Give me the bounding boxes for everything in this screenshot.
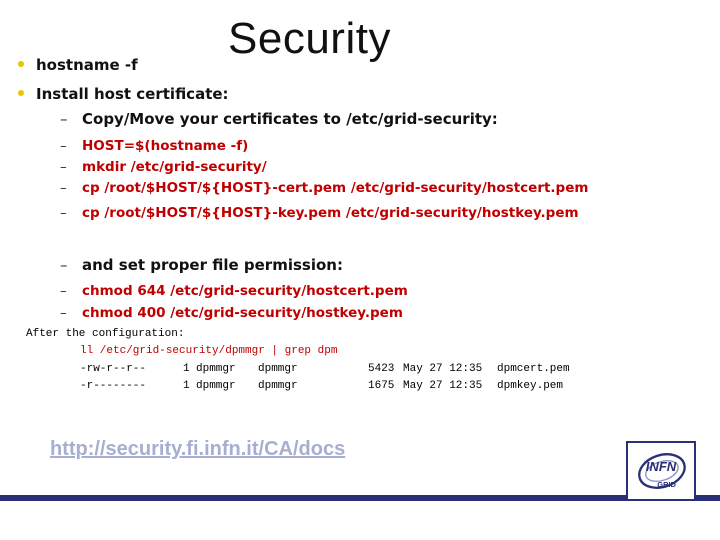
infn-grid-logo-icon bbox=[628, 443, 694, 499]
ls-filename: dpmcert.pem bbox=[497, 363, 570, 375]
ls-links: 1 bbox=[183, 380, 190, 392]
footer-bar bbox=[0, 495, 720, 501]
ls-command: ll /etc/grid-security/dpmmgr | grep dpm bbox=[80, 345, 338, 357]
ls-size: 5423 bbox=[368, 363, 395, 375]
ls-group: dpmmgr bbox=[258, 363, 298, 375]
ls-links: 1 bbox=[183, 363, 190, 375]
ls-perms: -rw-r--r-- bbox=[80, 363, 147, 375]
ls-owner: dpmmgr bbox=[196, 380, 236, 392]
ca-docs-link[interactable]: http://security.fi.infn.it/CA/docs bbox=[50, 438, 346, 460]
svg-text:GRID: GRID bbox=[657, 479, 676, 489]
bullet-install-cert: Install host certificate: bbox=[18, 85, 229, 103]
command-line: – cp /root/$HOST/${HOST}-cert.pem /etc/grid-security/hostcert.pem bbox=[60, 180, 589, 196]
sub-heading-permission: – and set proper file permission: bbox=[60, 256, 343, 274]
ls-group: dpmmgr bbox=[258, 380, 298, 392]
ls-size: 1675 bbox=[368, 380, 395, 392]
ls-date: May 27 12:35 bbox=[403, 380, 483, 392]
command-line: – chmod 644 /etc/grid-security/hostcert.pem bbox=[60, 283, 408, 299]
command-line: – HOST=$(hostname -f) bbox=[60, 138, 249, 154]
infn-grid-logo bbox=[626, 441, 696, 501]
ls-owner: dpmmgr bbox=[196, 363, 236, 375]
ls-date: May 27 12:35 bbox=[403, 363, 483, 375]
ls-filename: dpmkey.pem bbox=[497, 380, 564, 392]
command-line: – mkdir /etc/grid-security/ bbox=[60, 159, 267, 175]
sub-heading-copy: – Copy/Move your certificates to /etc/grid-security: bbox=[60, 110, 498, 128]
svg-text:INFN: INFN bbox=[645, 459, 677, 474]
ls-perms: -r-------- bbox=[80, 380, 147, 392]
command-line: – cp /root/$HOST/${HOST}-key.pem /etc/grid-security/hostkey.pem bbox=[60, 205, 579, 221]
after-config-label: After the configuration: bbox=[26, 328, 185, 340]
command-line: – chmod 400 /etc/grid-security/hostkey.pem bbox=[60, 305, 403, 321]
bullet-hostname: hostname -f bbox=[18, 56, 138, 74]
slide-title: Security bbox=[228, 14, 391, 63]
bullet-dot-icon bbox=[18, 90, 24, 96]
bullet-dot-icon bbox=[18, 61, 24, 67]
